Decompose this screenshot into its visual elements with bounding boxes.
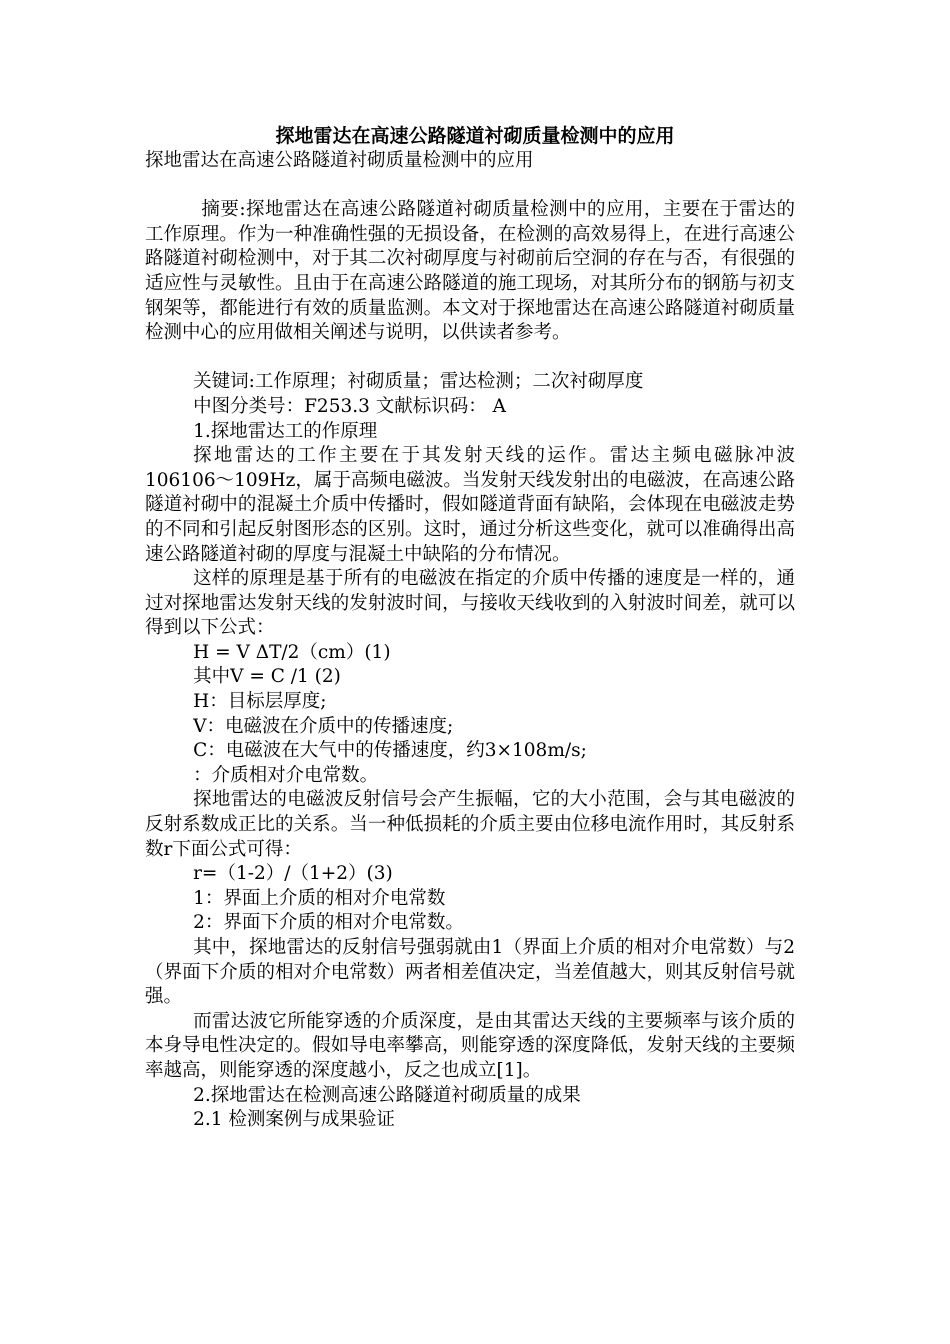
classification-line: 中图分类号：F253.3 文献标识码： A: [193, 395, 507, 417]
blank-line: [145, 174, 795, 199]
definition-h: H：目标层厚度;: [193, 691, 327, 713]
formula-2: 其中V = C /1 (2): [193, 666, 341, 688]
document-title: 探地雷达在高速公路隧道衬砌质量检测中的应用: [275, 125, 675, 147]
section-2-1-heading: 2.1 检测案例与成果验证: [193, 1109, 395, 1131]
paragraph-formula-intro: 这样的原理是基于所有的电磁波在指定的介质中传播的速度是一样的，通过对探地雷达发射天线的发射波时间，与接收天线收到的入射波时间差，就可以得到以下公式：: [145, 568, 795, 639]
definition-epsilon: ：介质相对介电常数。: [193, 764, 379, 786]
blank-line: [145, 346, 795, 371]
definition-v: V：电磁波在介质中的传播速度;: [193, 715, 454, 737]
formula-3: r=（1-2）/（1+2）(3): [193, 863, 393, 885]
formula-1: H = V ΔT/2（cm）(1): [193, 641, 391, 663]
definition-2: 2：界面下介质的相对介电常数。: [193, 912, 464, 934]
definition-1: 1：界面上介质的相对介电常数: [193, 887, 446, 909]
document-subtitle: 探地雷达在高速公路隧道衬砌质量检测中的应用: [145, 150, 534, 171]
document-body: [145, 149, 795, 1133]
keywords-line: 关键词:工作原理；衬砌质量；雷达检测；二次衬砌厚度: [193, 371, 644, 393]
paragraph-penetration: 而雷达波它所能穿透的介质深度，是由其雷达天线的主要频率与该介质的本身导电性决定的。假如导电率攀高，则能穿透的深度降低，发射天线的主要频率越高，则能穿透的深度越小，反之也成立[1]。: [145, 1010, 795, 1081]
paragraph-signal-strength: 其中，探地雷达的反射信号强弱就由1（界面上介质的相对介电常数）与2（界面下介质的相对介电常数）两者相差值决定，当差值越大，则其反射信号就强。: [145, 937, 795, 1008]
section-2-heading: 2.探地雷达在检测高速公路隧道衬砌质量的成果: [193, 1084, 581, 1106]
section-1-heading: 1.探地雷达工的作原理: [193, 420, 378, 442]
paragraph-reflection: 探地雷达的电磁波反射信号会产生振幅，它的大小范围，会与其电磁波的反射系数成正比的关系。当一种低损耗的介质主要由位移电流作用时，其反射系数r下面公式可得：: [145, 789, 795, 860]
definition-c: C：电磁波在大气中的传播速度，约3×108m/s;: [193, 740, 587, 762]
abstract-paragraph: 摘要:探地雷达在高速公路隧道衬砌质量检测中的应用，主要在于雷达的工作原理。作为一种准确性强的无损设备，在检测的高效易得上，在进行高速公路隧道衬砌检测中，对于其二次衬砌厚度与衬砌前后空洞的存在与否，有很强的适应性与灵敏性。且由于在高速公路隧道的施工现场，对其所分布的钢筋与初支钢架等，都能进行有效的质量监测。本文对于探地雷达在高速公路隧道衬砌质量检测中心的应用做相关阐述与说明，以供读者参考。: [145, 199, 795, 344]
paragraph-principle: 探地雷达的工作主要在于其发射天线的运作。雷达主频电磁脉冲波106106～109Hz，属于高频电磁波。当发射天线发射出的电磁波，在高速公路隧道衬砌中的混凝土介质中传播时，假如隧道背面有缺陷，会体现在电磁波走势的不同和引起反射图形态的区别。这时，通过分析这些变化，就可以准确得出高速公路隧道衬砌的厚度与混凝土中缺陷的分布情况。: [145, 445, 795, 565]
